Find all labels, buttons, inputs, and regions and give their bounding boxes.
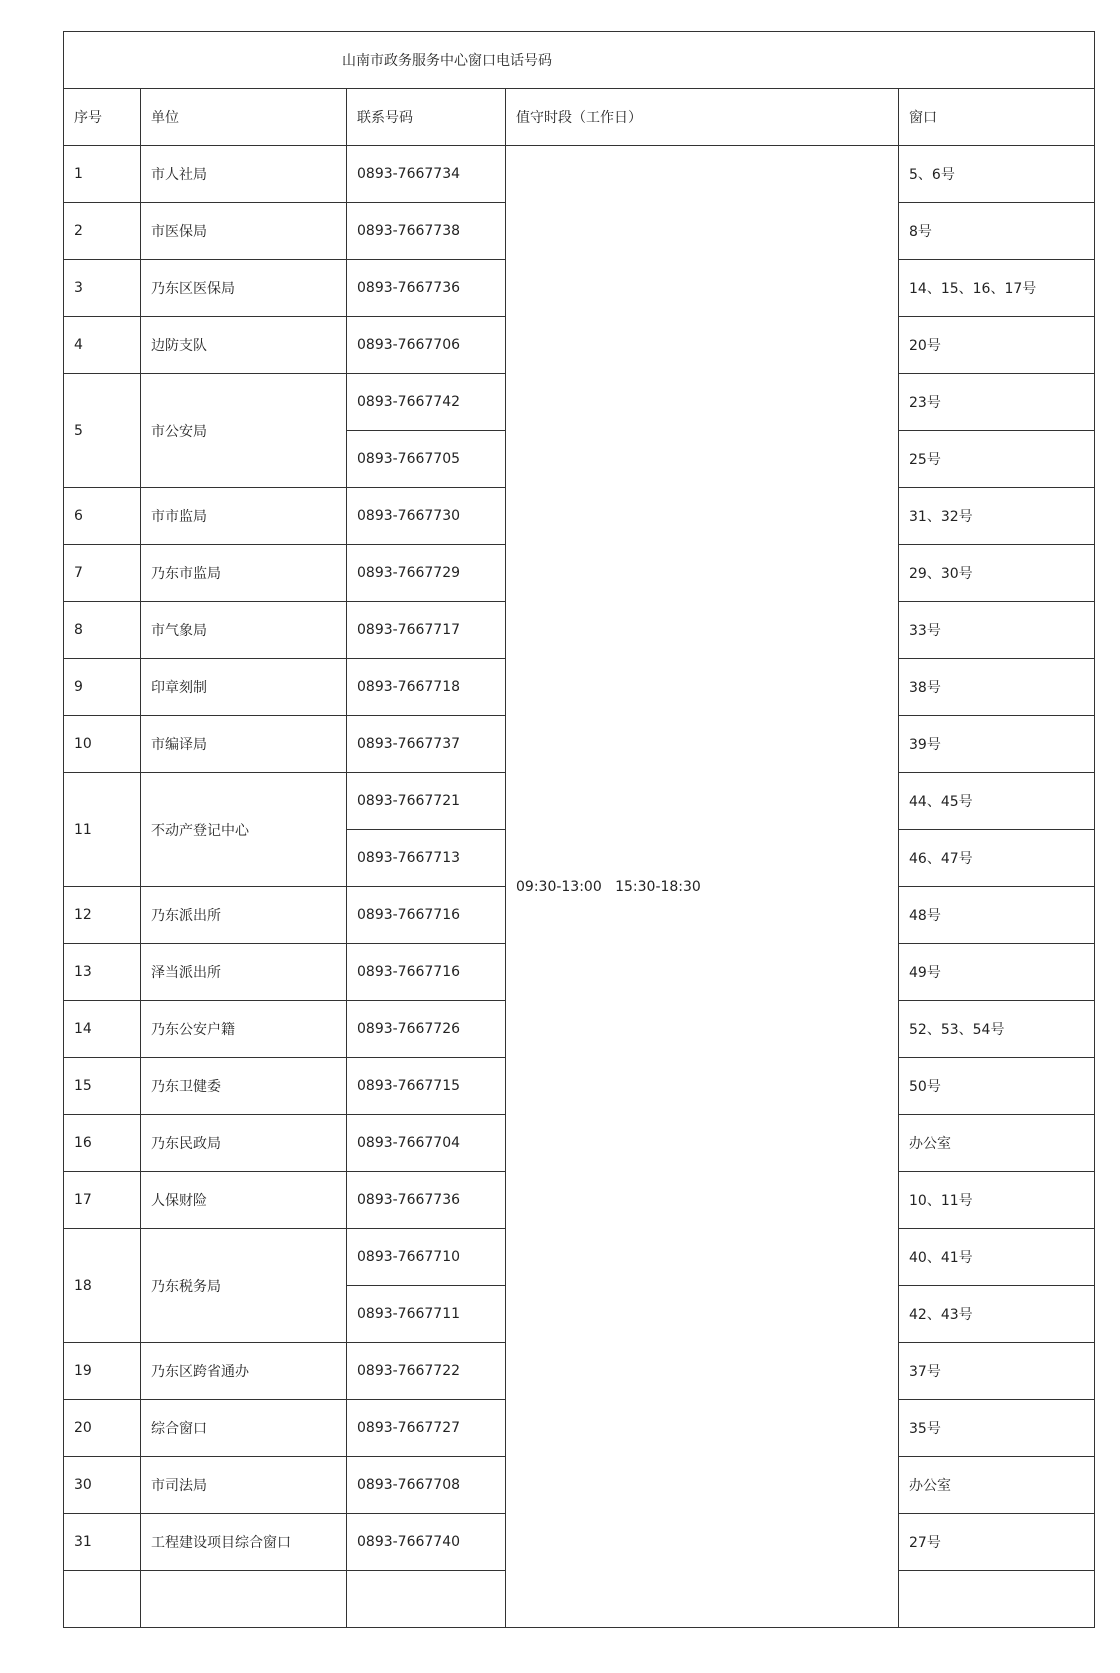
cell-unit: 泽当派出所 [141, 944, 347, 1001]
cell-unit: 乃东区医保局 [141, 260, 347, 317]
cell-phone: 0893-7667721 [347, 773, 506, 830]
cell-index: 7 [64, 545, 141, 602]
cell-phone: 0893-7667726 [347, 1001, 506, 1058]
cell-phone: 0893-7667738 [347, 203, 506, 260]
cell-unit: 市编译局 [141, 716, 347, 773]
cell-index: 8 [64, 602, 141, 659]
cell-unit: 工程建设项目综合窗口 [141, 1514, 347, 1571]
cell-index: 19 [64, 1343, 141, 1400]
cell-window: 37号 [899, 1343, 1095, 1400]
table-title: 山南市政务服务中心窗口电话号码 [64, 32, 1095, 89]
cell-phone: 0893-7667715 [347, 1058, 506, 1115]
cell-phone: 0893-7667706 [347, 317, 506, 374]
cell-phone: 0893-7667727 [347, 1400, 506, 1457]
cell-window: 52、53、54号 [899, 1001, 1095, 1058]
header-phone: 联系号码 [347, 89, 506, 146]
cell-unit: 边防支队 [141, 317, 347, 374]
cell-window: 20号 [899, 317, 1095, 374]
cell-index: 9 [64, 659, 141, 716]
blank-cell [64, 1571, 141, 1628]
cell-phone: 0893-7667722 [347, 1343, 506, 1400]
cell-index: 14 [64, 1001, 141, 1058]
cell-index: 11 [64, 773, 141, 887]
cell-unit: 乃东税务局 [141, 1229, 347, 1343]
cell-window: 49号 [899, 944, 1095, 1001]
cell-window: 50号 [899, 1058, 1095, 1115]
blank-cell [141, 1571, 347, 1628]
cell-phone: 0893-7667711 [347, 1286, 506, 1343]
phone-directory-table [63, 31, 1095, 1628]
cell-window: 40、41号 [899, 1229, 1095, 1286]
cell-window: 5、6号 [899, 146, 1095, 203]
cell-index: 13 [64, 944, 141, 1001]
cell-window: 48号 [899, 887, 1095, 944]
cell-hours: 09:30-13:00 15:30-18:30 [506, 146, 899, 1628]
cell-index: 12 [64, 887, 141, 944]
cell-index: 5 [64, 374, 141, 488]
cell-window: 39号 [899, 716, 1095, 773]
cell-window: 办公室 [899, 1115, 1095, 1172]
cell-unit: 乃东区跨省通办 [141, 1343, 347, 1400]
cell-index: 6 [64, 488, 141, 545]
cell-phone: 0893-7667734 [347, 146, 506, 203]
cell-unit: 乃东卫健委 [141, 1058, 347, 1115]
cell-unit: 乃东市监局 [141, 545, 347, 602]
cell-index: 30 [64, 1457, 141, 1514]
cell-index: 31 [64, 1514, 141, 1571]
cell-index: 15 [64, 1058, 141, 1115]
cell-phone: 0893-7667736 [347, 260, 506, 317]
cell-unit: 不动产登记中心 [141, 773, 347, 887]
cell-unit: 市医保局 [141, 203, 347, 260]
title-row [64, 32, 1095, 89]
cell-phone: 0893-7667710 [347, 1229, 506, 1286]
cell-phone: 0893-7667729 [347, 545, 506, 602]
cell-unit: 印章刻制 [141, 659, 347, 716]
cell-unit: 乃东民政局 [141, 1115, 347, 1172]
header-window: 窗口 [899, 89, 1095, 146]
header-index: 序号 [64, 89, 141, 146]
cell-phone: 0893-7667730 [347, 488, 506, 545]
table-row [64, 146, 1095, 203]
cell-window: 23号 [899, 374, 1095, 431]
cell-index: 3 [64, 260, 141, 317]
cell-index: 16 [64, 1115, 141, 1172]
cell-unit: 市气象局 [141, 602, 347, 659]
cell-phone: 0893-7667737 [347, 716, 506, 773]
cell-window: 46、47号 [899, 830, 1095, 887]
header-hours: 值守时段（工作日） [506, 89, 899, 146]
cell-phone: 0893-7667705 [347, 431, 506, 488]
cell-index: 4 [64, 317, 141, 374]
cell-window: 27号 [899, 1514, 1095, 1571]
blank-cell [899, 1571, 1095, 1628]
cell-index: 18 [64, 1229, 141, 1343]
cell-window: 8号 [899, 203, 1095, 260]
header-row [64, 89, 1095, 146]
cell-unit: 市市监局 [141, 488, 347, 545]
cell-index: 20 [64, 1400, 141, 1457]
cell-window: 33号 [899, 602, 1095, 659]
cell-window: 14、15、16、17号 [899, 260, 1095, 317]
cell-phone: 0893-7667742 [347, 374, 506, 431]
cell-window: 44、45号 [899, 773, 1095, 830]
cell-phone: 0893-7667704 [347, 1115, 506, 1172]
cell-phone: 0893-7667716 [347, 887, 506, 944]
cell-index: 10 [64, 716, 141, 773]
cell-window: 31、32号 [899, 488, 1095, 545]
cell-phone: 0893-7667713 [347, 830, 506, 887]
cell-unit: 市司法局 [141, 1457, 347, 1514]
blank-cell [347, 1571, 506, 1628]
cell-window: 25号 [899, 431, 1095, 488]
cell-index: 17 [64, 1172, 141, 1229]
cell-phone: 0893-7667716 [347, 944, 506, 1001]
cell-unit: 市公安局 [141, 374, 347, 488]
cell-window: 10、11号 [899, 1172, 1095, 1229]
header-unit: 单位 [141, 89, 347, 146]
cell-phone: 0893-7667736 [347, 1172, 506, 1229]
cell-phone: 0893-7667740 [347, 1514, 506, 1571]
cell-unit: 市人社局 [141, 146, 347, 203]
cell-index: 1 [64, 146, 141, 203]
cell-unit: 乃东派出所 [141, 887, 347, 944]
cell-window: 42、43号 [899, 1286, 1095, 1343]
cell-window: 38号 [899, 659, 1095, 716]
cell-window: 29、30号 [899, 545, 1095, 602]
cell-index: 2 [64, 203, 141, 260]
cell-phone: 0893-7667718 [347, 659, 506, 716]
cell-phone: 0893-7667708 [347, 1457, 506, 1514]
cell-unit: 综合窗口 [141, 1400, 347, 1457]
cell-phone: 0893-7667717 [347, 602, 506, 659]
cell-unit: 乃东公安户籍 [141, 1001, 347, 1058]
cell-window: 办公室 [899, 1457, 1095, 1514]
cell-window: 35号 [899, 1400, 1095, 1457]
cell-unit: 人保财险 [141, 1172, 347, 1229]
